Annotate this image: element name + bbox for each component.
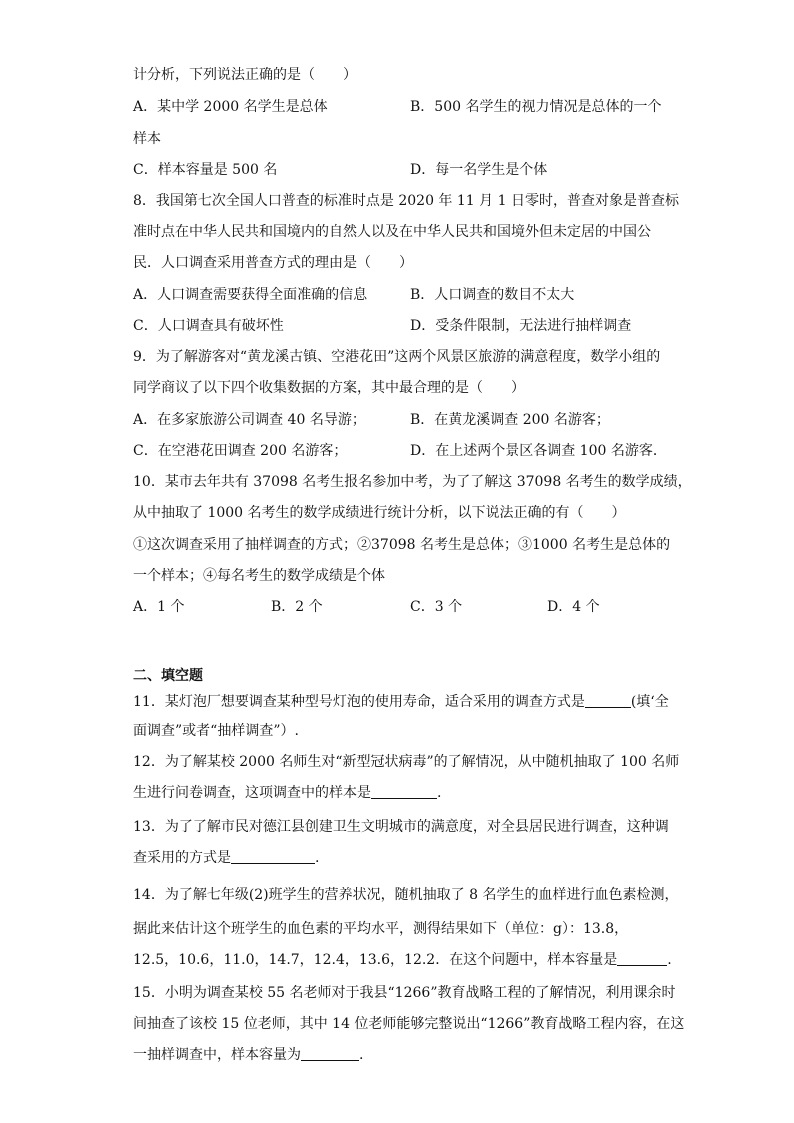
q14-answer-blank[interactable]: [617, 952, 667, 966]
q12-text: 生进行问卷调查，这项调查中的样本是: [133, 785, 371, 801]
q8-stem-1: 8．我国第七次全国人口普查的标准时点是 2020 年 11 月 1 日零时，普查对象是普查标: [133, 193, 679, 209]
q10-option-a: A．1 个: [133, 599, 185, 615]
q14-line-3: [133, 951, 672, 969]
q9-option-b: B．在黄龙溪调查 200 名游客；: [410, 412, 610, 428]
q15-text: 一抽样调查中，样本容量为: [133, 1047, 301, 1063]
q7-option-c: C．样本容量是 500 名: [133, 162, 278, 178]
q10-stem-1: 10．某市去年共有 37098 名考生报名参加中考，为了了解这 37098 名考生的数学成绩，: [133, 474, 692, 490]
q8-option-a: A．人口调查需要获得全面准确的信息: [133, 287, 368, 303]
q10-option-d: D．4 个: [547, 599, 600, 615]
q11-line-2: 面调查”或者“抽样调查”）.: [133, 723, 299, 739]
q10-stmt-2: 一个样本；④每名考生的数学成绩是个体: [133, 568, 385, 584]
q12-period: .: [437, 785, 442, 801]
q7-option-a: A．某中学 2000 名学生是总体: [133, 99, 328, 115]
q14-period: .: [667, 952, 672, 968]
q10-stem-2: 从中抽取了 1000 名考生的数学成绩进行统计分析，以下说法正确的有（ ）: [133, 505, 626, 521]
q7-stem-end: 计分析，下列说法正确的是（ ）: [133, 67, 357, 83]
q9-stem-1: 9．为了解游客对“黄龙溪古镇、空港花田”这两个风景区旅游的满意程度，数学小组的: [133, 349, 661, 365]
q13-period: .: [315, 850, 320, 866]
q12-line-1: 12．为了解某校 2000 名师生对“新型冠状病毒”的了解情况，从中随机抽取了 100 名师: [133, 754, 680, 770]
q13-answer-blank[interactable]: [231, 850, 315, 864]
q14-line-1: 14．为了解七年级(2)班学生的营养状况，随机抽取了 8 名学生的血样进行血色素检测，: [133, 887, 679, 903]
q12-line-2: [133, 784, 441, 802]
section-heading-fill-blank: 二、填空题: [133, 668, 203, 684]
q13-line-1: 13．为了了解市民对德江县创建卫生文明城市的满意度，对全县居民进行调查，这种调: [133, 819, 669, 835]
q7-option-d: D．每一名学生是个体: [410, 162, 548, 178]
q13-line-2: [133, 849, 319, 867]
q8-option-b: B．人口调查的数目不太大: [410, 287, 575, 303]
q11-text: 11．某灯泡厂想要调查某种型号灯泡的使用寿命，适合采用的调查方式是: [133, 694, 585, 710]
q11-answer-blank[interactable]: [585, 694, 631, 708]
q9-option-c: C．在空港花田调查 200 名游客；: [133, 443, 348, 459]
q11-hint: (填‘全: [630, 694, 669, 710]
q11-line-1: [133, 693, 669, 711]
q14-text: 12.5，10.6，11.0，14.7，12.4，13.6，12.2．在这个问题中，样本容量是: [133, 952, 618, 968]
q12-answer-blank[interactable]: [371, 785, 437, 799]
q7-option-b: B．500 名学生的视力情况是总体的一个: [410, 99, 662, 115]
q9-stem-2: 同学商议了以下四个收集数据的方案，其中最合理的是（ ）: [133, 380, 525, 396]
q9-option-a: A．在多家旅游公司调查 40 名导游；: [133, 412, 366, 428]
q8-option-c: C．人口调查具有破坏性: [133, 318, 284, 334]
q7-b-cont: 样本: [133, 131, 161, 147]
q10-option-c: C．3 个: [410, 599, 463, 615]
q8-stem-3: 民．人口调查采用普查方式的理由是（ ）: [133, 255, 413, 271]
q15-line-3: [133, 1046, 363, 1064]
q8-stem-2: 准时点在中华人民共和国境内的自然人以及在中华人民共和国境外但未定居的中国公: [133, 224, 651, 240]
q15-line-2: 间抽查了该校 15 位老师，其中 14 位老师能够完整说出“1266”教育战略工程内容，在这: [133, 1016, 685, 1032]
q8-option-d: D．受条件限制，无法进行抽样调查: [410, 318, 632, 334]
q9-option-d: D．在上述两个景区各调查 100 名游客．: [410, 443, 667, 459]
q13-text: 查采用的方式是: [133, 850, 231, 866]
q10-stmt-1: ①这次调查采用了抽样调查的方式；②37098 名考生是总体；③1000 名考生是总体的: [133, 537, 671, 553]
q15-answer-blank[interactable]: [301, 1047, 359, 1061]
q15-line-1: 15．小明为调查某校 55 名老师对于我县“1266”教育战略工程的了解情况，利用课余时: [133, 985, 676, 1001]
q10-option-b: B．2 个: [271, 599, 323, 615]
q14-line-2: 据此来估计这个班学生的血色素的平均水平，测得结果如下（单位：g）：13.8，: [133, 921, 629, 937]
q15-period: .: [359, 1047, 364, 1063]
